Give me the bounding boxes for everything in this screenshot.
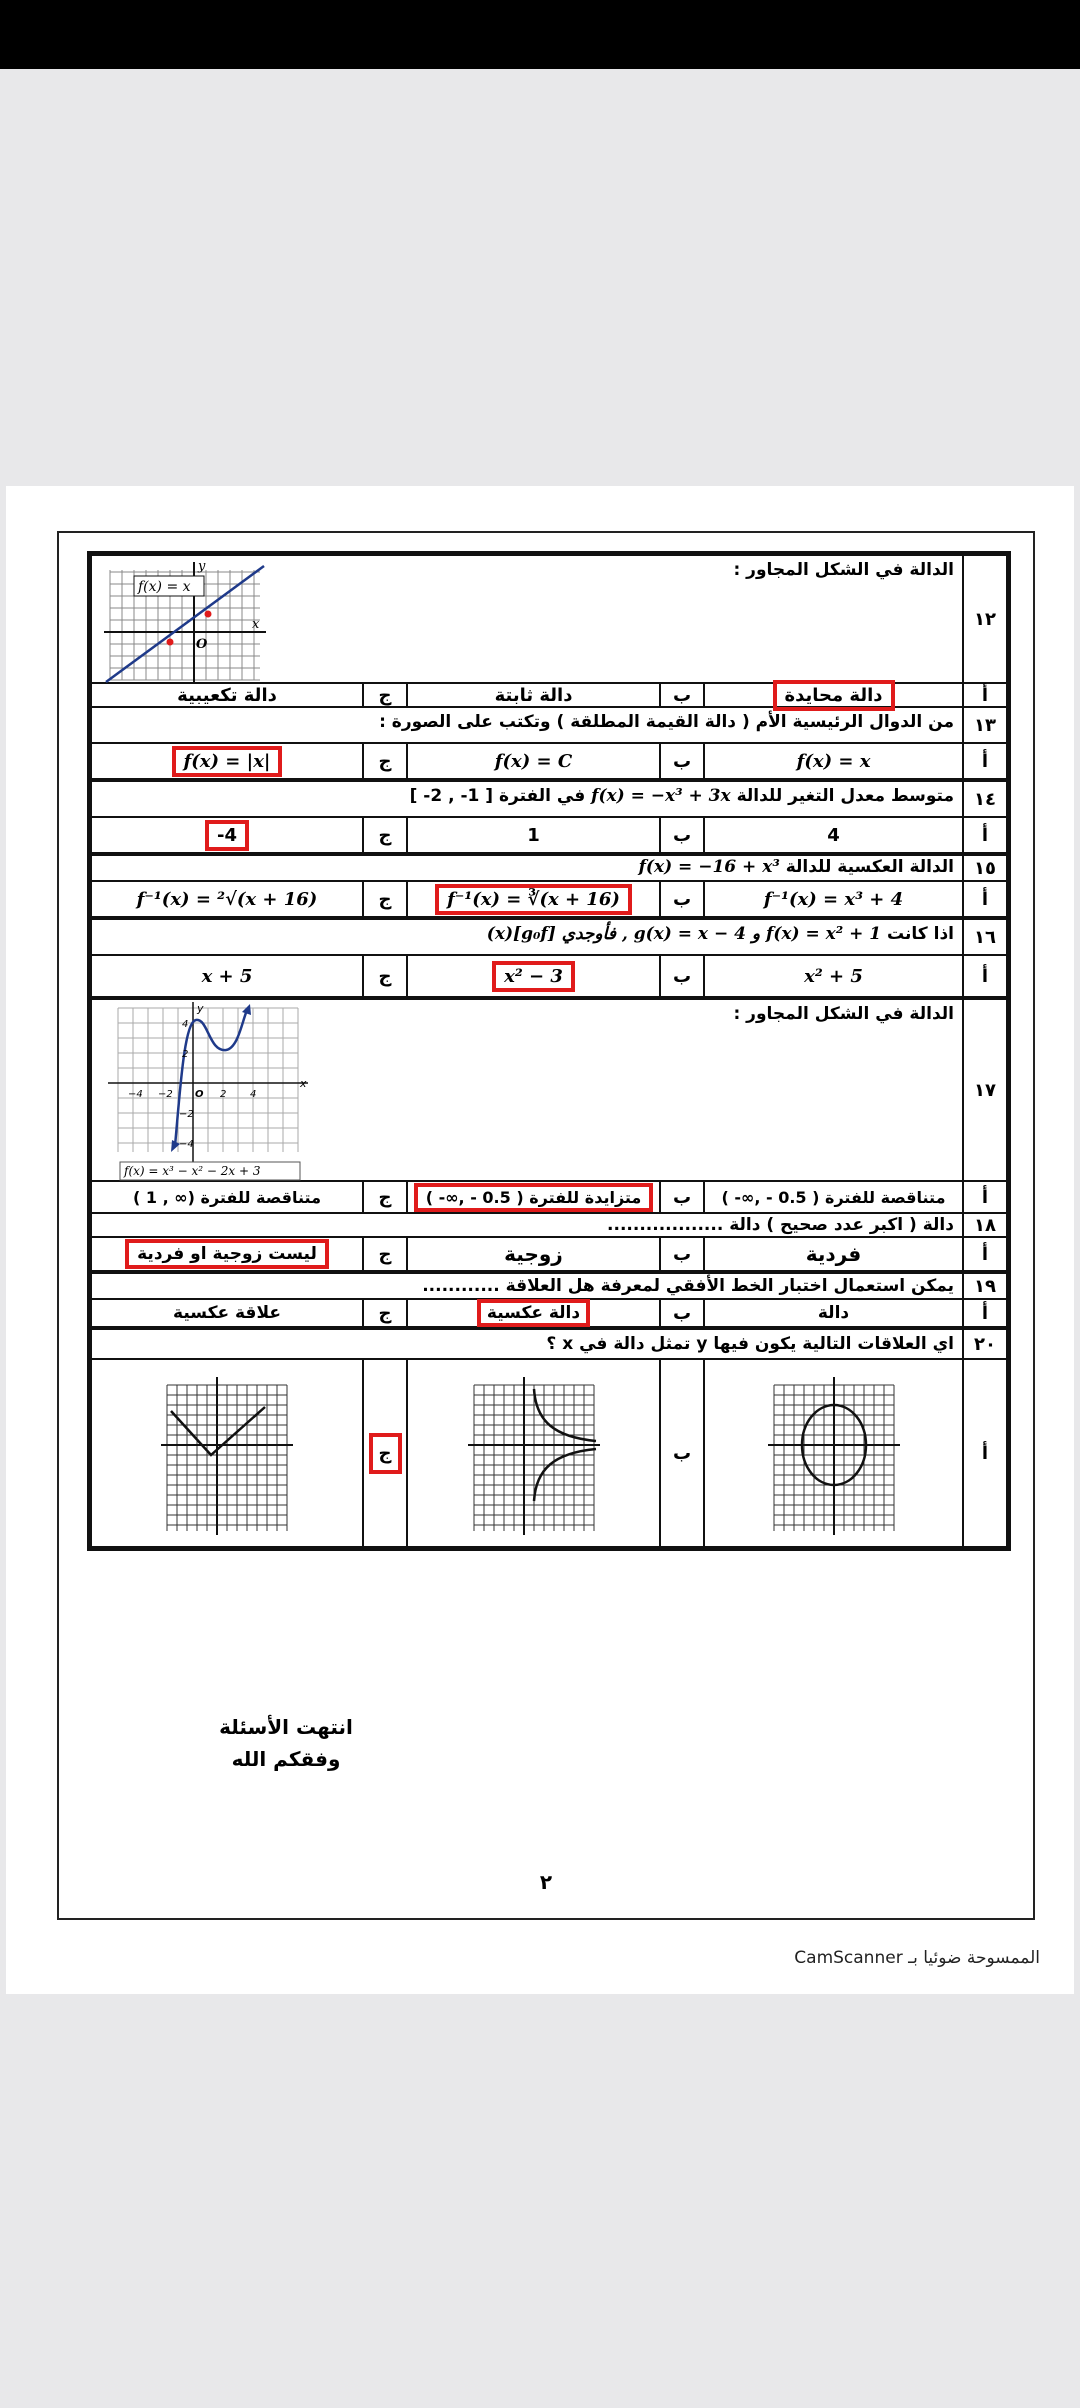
option-c-letter: ج bbox=[362, 744, 406, 778]
option-c-letter: ج bbox=[362, 1182, 406, 1212]
answer-row-20 bbox=[92, 1360, 1006, 1546]
answer-row-13 bbox=[92, 744, 1006, 782]
question-number: ١٤ bbox=[962, 782, 1006, 816]
answer-c[interactable]: دالة تكعيبية bbox=[177, 684, 277, 706]
option-a-letter: أ bbox=[962, 684, 1006, 706]
question-number: ١٨ bbox=[962, 1214, 1006, 1236]
question-text: اذا كانت f(x) = x² + 1 و g(x) = x − 4 , فأوجدي [g₀f](x) bbox=[486, 924, 954, 944]
exam-table bbox=[87, 551, 1011, 1551]
answer-a[interactable]: 4 bbox=[703, 818, 962, 852]
page-number: ٢ bbox=[539, 1870, 553, 1894]
answer-c[interactable]: -4 bbox=[92, 818, 362, 852]
status-bar bbox=[0, 0, 1080, 69]
option-a-letter: أ bbox=[962, 882, 1006, 916]
graph-label: f(x) = x³ − x² − 2x + 3 bbox=[124, 1164, 261, 1178]
answer-c[interactable]: f(x) = |x| bbox=[92, 744, 362, 778]
answer-row-15 bbox=[92, 882, 1006, 920]
closing-text: انتهت الأسئلة وفقكم الله bbox=[219, 1715, 353, 1771]
option-a-letter: أ bbox=[962, 1238, 1006, 1270]
question-text: يمكن استعمال اختبار الخط الأفقي لمعرفة هل العلاقة ............ bbox=[422, 1276, 954, 1296]
answer-a[interactable]: دالة bbox=[703, 1300, 962, 1326]
question-text: اي العلاقات التالية يكون فيها y تمثل دالة في x ؟ bbox=[546, 1334, 954, 1354]
answer-a[interactable]: x² + 5 bbox=[703, 956, 962, 996]
svg-text:−4: −4 bbox=[128, 1089, 143, 1100]
question-text: دالة ( اكبر عدد صحيح ) دالة .................. bbox=[607, 1215, 954, 1235]
question-row-13 bbox=[92, 708, 1006, 744]
answer-a[interactable]: f(x) = x bbox=[703, 744, 962, 778]
answer-b[interactable]: متزايدة للفترة ( 0.5 - ,∞- ) bbox=[406, 1182, 659, 1212]
svg-text:−4: −4 bbox=[179, 1139, 194, 1150]
answer-row-12 bbox=[92, 684, 1006, 708]
svg-text:O: O bbox=[195, 1089, 204, 1100]
answer-a-graph[interactable] bbox=[703, 1360, 962, 1546]
svg-text:y: y bbox=[198, 560, 206, 574]
answer-a[interactable]: f⁻¹(x) = x³ + 4 bbox=[703, 882, 962, 916]
answer-c[interactable]: f⁻¹(x) = ²√(x + 16) bbox=[136, 888, 318, 910]
absolute-value-graph bbox=[157, 1371, 297, 1535]
answer-c[interactable]: ليست زوجية او فردية bbox=[92, 1238, 362, 1270]
answer-a[interactable]: متناقصة للفترة ( 0.5 - ,∞- ) bbox=[703, 1182, 962, 1212]
option-b-letter: ب bbox=[659, 1238, 703, 1270]
question-row-17 bbox=[92, 1000, 1006, 1182]
option-b-letter: ب bbox=[659, 744, 703, 778]
svg-text:4: 4 bbox=[182, 1019, 189, 1030]
answer-c-graph[interactable] bbox=[92, 1360, 362, 1546]
answer-row-17 bbox=[92, 1182, 1006, 1214]
graph-label: f(x) = x bbox=[138, 579, 191, 595]
question-text: متوسط معدل التغير للدالة f(x) = −x³ + 3x في الفترة [ 1- , 2- ] bbox=[409, 786, 954, 806]
answer-c[interactable]: علاقة عكسية bbox=[173, 1303, 281, 1323]
answer-b[interactable]: دالة عكسية bbox=[406, 1300, 659, 1326]
circle-relation-graph bbox=[764, 1371, 904, 1535]
option-c-letter: ج bbox=[362, 956, 406, 996]
question-text: الدالة في الشكل المجاور : bbox=[733, 560, 954, 580]
svg-text:2: 2 bbox=[182, 1049, 189, 1060]
answer-row-16 bbox=[92, 956, 1006, 1000]
camscanner-watermark: الممسوحة ضوئيا بـ CamScanner bbox=[794, 1948, 1040, 1968]
question-row-14 bbox=[92, 782, 1006, 818]
question-row-18 bbox=[92, 1214, 1006, 1238]
svg-text:y: y bbox=[197, 1002, 204, 1015]
option-b-letter: ب bbox=[659, 684, 703, 706]
svg-text:4: 4 bbox=[250, 1089, 257, 1100]
answer-a[interactable]: فردية bbox=[703, 1238, 962, 1270]
answer-c[interactable]: متناقصة للفترة (∞ , 1 ) bbox=[133, 1187, 321, 1207]
option-b-letter: ب bbox=[659, 956, 703, 996]
question-row-16 bbox=[92, 920, 1006, 956]
svg-text:x: x bbox=[252, 617, 260, 632]
svg-text:x: x bbox=[300, 1077, 307, 1090]
question-row-20 bbox=[92, 1330, 1006, 1360]
svg-text:2: 2 bbox=[220, 1089, 227, 1100]
option-c-letter: ج bbox=[362, 1360, 406, 1546]
question-row-19 bbox=[92, 1274, 1006, 1300]
option-b-letter: ب bbox=[659, 882, 703, 916]
answer-c[interactable]: x + 5 bbox=[201, 965, 253, 987]
svg-text:O: O bbox=[196, 637, 208, 652]
answer-b[interactable]: 1 bbox=[406, 818, 659, 852]
question-number: ١٢ bbox=[962, 556, 1006, 682]
option-c-letter: ج bbox=[362, 1300, 406, 1326]
reciprocal-relation-graph bbox=[464, 1371, 604, 1535]
identity-function-graph bbox=[100, 560, 270, 684]
answer-b-graph[interactable] bbox=[406, 1360, 659, 1546]
option-a-letter: أ bbox=[962, 818, 1006, 852]
answer-b[interactable]: زوجية bbox=[406, 1238, 659, 1270]
option-a-letter: أ bbox=[962, 1182, 1006, 1212]
option-c-letter: ج bbox=[362, 818, 406, 852]
answer-b[interactable]: f⁻¹(x) = ∛(x + 16) bbox=[406, 882, 659, 916]
question-number: ٢٠ bbox=[962, 1330, 1006, 1358]
question-number: ١٩ bbox=[962, 1274, 1006, 1298]
svg-text:−2: −2 bbox=[179, 1109, 194, 1120]
option-b-letter: ب bbox=[659, 1182, 703, 1212]
answer-row-18 bbox=[92, 1238, 1006, 1274]
question-row-12 bbox=[92, 556, 1006, 684]
option-b-letter: ب bbox=[659, 818, 703, 852]
option-c-letter: ج bbox=[362, 1238, 406, 1270]
cubic-function-graph bbox=[104, 1002, 314, 1182]
option-c-letter: ج bbox=[362, 882, 406, 916]
answer-b[interactable]: x² − 3 bbox=[406, 956, 659, 996]
scanned-page bbox=[6, 486, 1074, 1994]
question-number: ١٥ bbox=[962, 856, 1006, 880]
question-number: ١٧ bbox=[962, 1000, 1006, 1180]
option-b-letter: ب bbox=[659, 1300, 703, 1326]
question-row-15 bbox=[92, 856, 1006, 882]
answer-b[interactable]: دالة ثابتة bbox=[406, 684, 659, 706]
question-text: الدالة في الشكل المجاور : bbox=[733, 1004, 954, 1024]
svg-text:−2: −2 bbox=[158, 1089, 173, 1100]
question-number: ١٦ bbox=[962, 920, 1006, 954]
question-text: الدالة العكسية للدالة f(x) = −16 + x³ bbox=[638, 857, 954, 877]
option-a-letter: أ bbox=[962, 1360, 1006, 1546]
option-a-letter: أ bbox=[962, 744, 1006, 778]
answer-a[interactable]: دالة محايدة bbox=[703, 684, 962, 706]
option-a-letter: أ bbox=[962, 1300, 1006, 1326]
option-b-letter: ب bbox=[659, 1360, 703, 1546]
answer-row-14 bbox=[92, 818, 1006, 856]
option-c-letter: ج bbox=[362, 684, 406, 706]
question-number: ١٣ bbox=[962, 708, 1006, 742]
answer-b[interactable]: f(x) = C bbox=[406, 744, 659, 778]
question-text: من الدوال الرئيسية الأم ( دالة القيمة المطلقة ) وتكتب على الصورة : bbox=[379, 712, 954, 732]
answer-row-19 bbox=[92, 1300, 1006, 1330]
option-a-letter: أ bbox=[962, 956, 1006, 996]
